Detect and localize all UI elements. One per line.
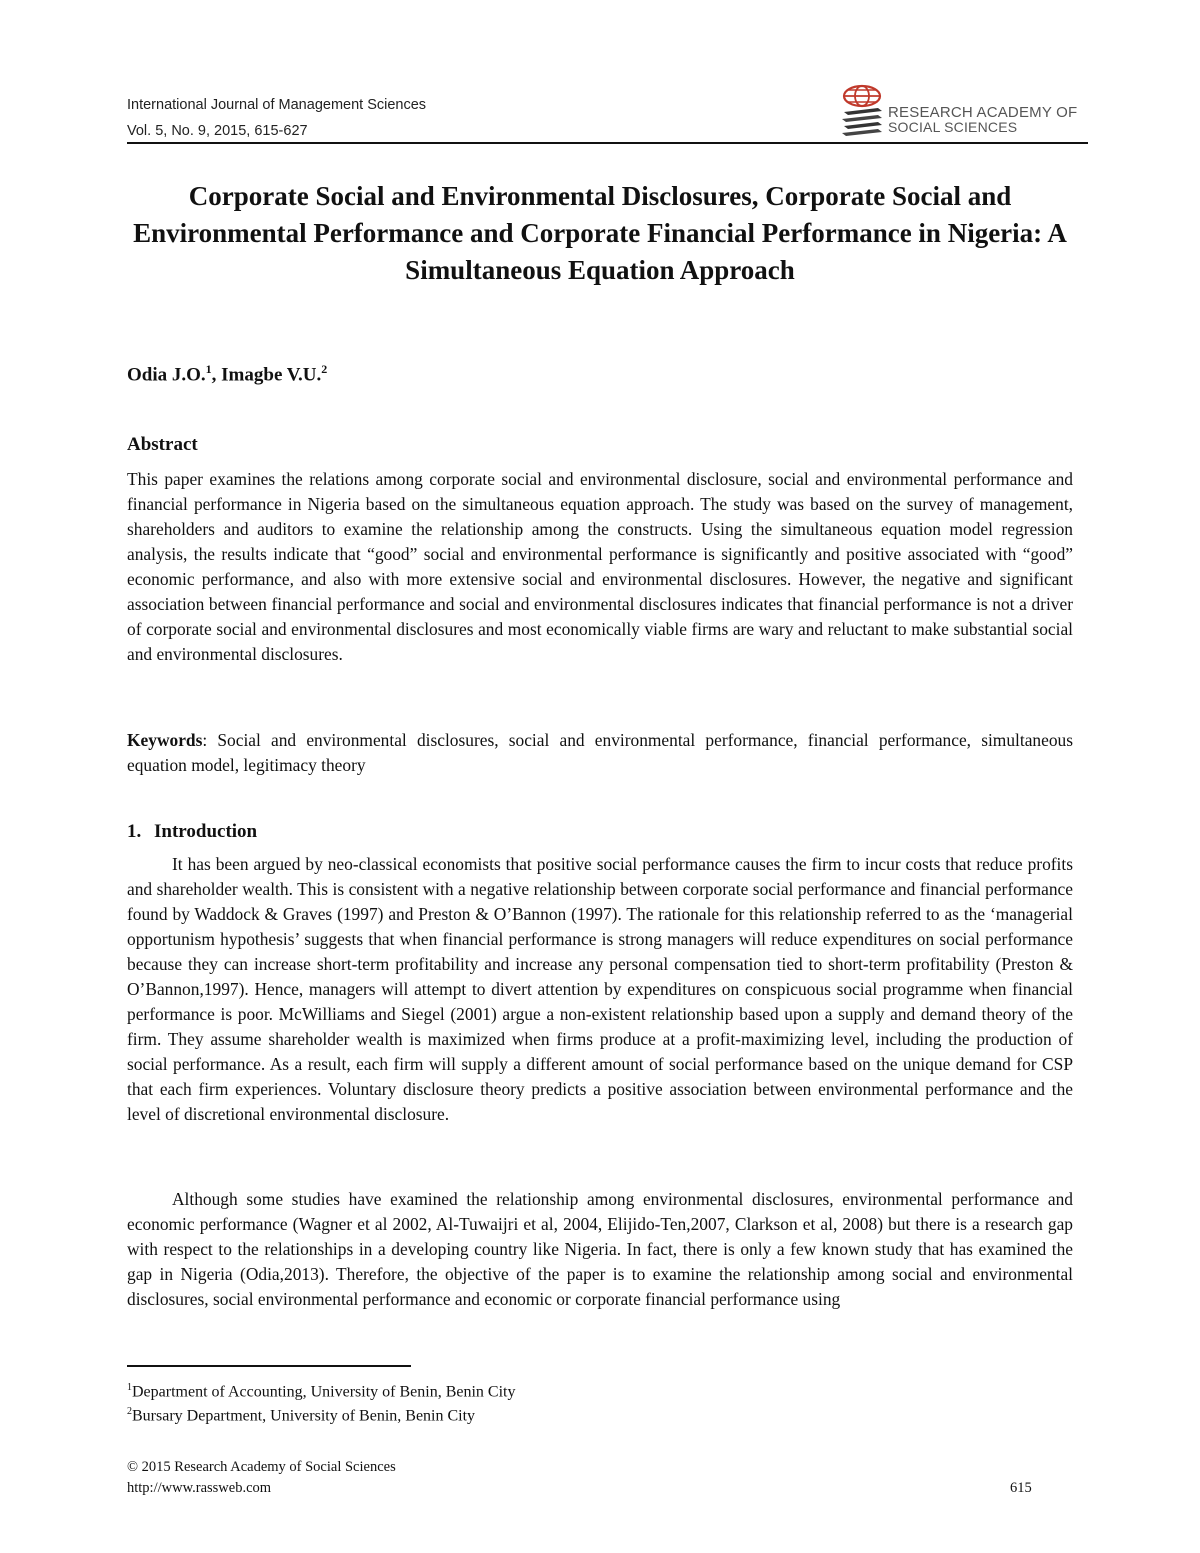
globe-and-books-logo-icon bbox=[838, 84, 886, 140]
logo-text-line1: RESEARCH ACADEMY OF bbox=[888, 104, 1078, 121]
abstract-heading: Abstract bbox=[127, 434, 198, 455]
author-1: Odia J.O. bbox=[127, 364, 206, 386]
section-number: 1. bbox=[127, 821, 142, 842]
footnote-1 bbox=[127, 1382, 516, 1401]
keywords-label: Keywords bbox=[127, 730, 203, 750]
footnote-2 bbox=[127, 1406, 475, 1425]
footnote-2-text: Bursary Department, University of Benin, Benin City bbox=[132, 1407, 476, 1425]
author-separator: , bbox=[211, 364, 222, 386]
footnote-1-text: Department of Accounting, University of Benin, Benin City bbox=[132, 1383, 516, 1401]
body-paragraph: Although some studies have examined the relationship among environmental disclosures, environmental performance and economic performance (Wagner et al 2002, Al-Tuwaijri et al, 2004, Elijido-Ten,2007, Clarkson et al, 2008) but there is a research gap with respect to the relationships in a developing country like Nigeria. In fact, there is only a few known study that has examined the gap in Nigeria (Odia,2013). Therefore, the objective of the paper is to examine the relationship among social and environmental disclosures, social environmental performance and economic or corporate financial performance using bbox=[127, 1189, 1073, 1309]
publisher-logo bbox=[838, 84, 1093, 140]
journal-volume: Vol. 5, No. 9, 2015, 615-627 bbox=[127, 123, 308, 139]
paper-title: Corporate Social and Environmental Disclosures, Corporate Social and Environmental Performance and Corporate Financial Performance in Nigeria: A Simultaneous Equation Approach bbox=[133, 181, 1067, 285]
author-1-affiliation-mark: 1 bbox=[205, 362, 212, 376]
keywords-text: : Social and environmental disclosures, social and environmental performance, financial performance, simultaneous equation model, legitimacy theory bbox=[127, 730, 1073, 775]
page-number: 615 bbox=[1010, 1480, 1032, 1496]
footnote-1-mark: 1 bbox=[127, 1382, 132, 1393]
author-2: Imagbe V.U. bbox=[221, 364, 322, 386]
abstract-text: This paper examines the relations among corporate social and environmental disclosure, social and environmental performance and financial performance in Nigeria based on the simultaneous equation approach. The study was based on the survey of management, shareholders and auditors to examine the relationship among the constructs. Using the simultaneous equation model regression analysis, the results indicate that “good” social and environmental performance is significantly and positive associated with “good” economic performance, and also with more extensive social and environmental disclosures. However, the negative and significant association between financial performance and social and environmental disclosures indicates that financial performance is not a driver of corporate social and environmental disclosures and most economically viable firms are wary and reluctant to make substantial social and environmental disclosures. bbox=[127, 469, 1073, 664]
section-title: Introduction bbox=[154, 821, 258, 842]
keywords bbox=[127, 728, 1073, 778]
author-2-affiliation-mark: 2 bbox=[321, 362, 328, 376]
copyright-notice: © 2015 Research Academy of Social Sciences bbox=[127, 1459, 396, 1475]
footnote-2-mark: 2 bbox=[127, 1406, 132, 1417]
logo-text-line2: SOCIAL SCIENCES bbox=[888, 119, 1018, 135]
publisher-url[interactable]: http://www.rassweb.com bbox=[127, 1480, 272, 1496]
journal-name: International Journal of Management Sciences bbox=[127, 97, 427, 113]
footnote-divider bbox=[127, 1365, 411, 1367]
body-paragraph: It has been argued by neo-classical economists that positive social performance causes the firm to incur costs that reduce profits and shareholder wealth. This is consistent with a negative relationship between corporate social performance and financial performance found by Waddock & Graves (1997) and Preston & O’Bannon (1997). The rationale for this relationship referred to as the ‘managerial opportunism hypothesis’ suggests that when financial performance is strong managers will reduce expenditures on social performance because they can increase short-term profitability and increase any personal compensation tied to short-term profitability (Preston & O’Bannon,1997). Hence, managers will attempt to divert attention by expenditures on conspicuous social programme when financial performance is poor. McWilliams and Siegel (2001) argue a non-existent relationship based upon a supply and demand theory of the firm. They assume shareholder wealth is maximized when firms produce at a profit-maximizing level, including the production of social performance. As a result, each firm will supply a different amount of social performance based on the unique demand for CSP that each firm experiences. Voluntary disclosure theory predicts a positive association between environmental performance and the level of discretional environmental disclosure. bbox=[127, 854, 1073, 1124]
section-heading-introduction bbox=[127, 821, 257, 843]
author-list bbox=[127, 362, 327, 386]
header-divider bbox=[127, 142, 1088, 144]
